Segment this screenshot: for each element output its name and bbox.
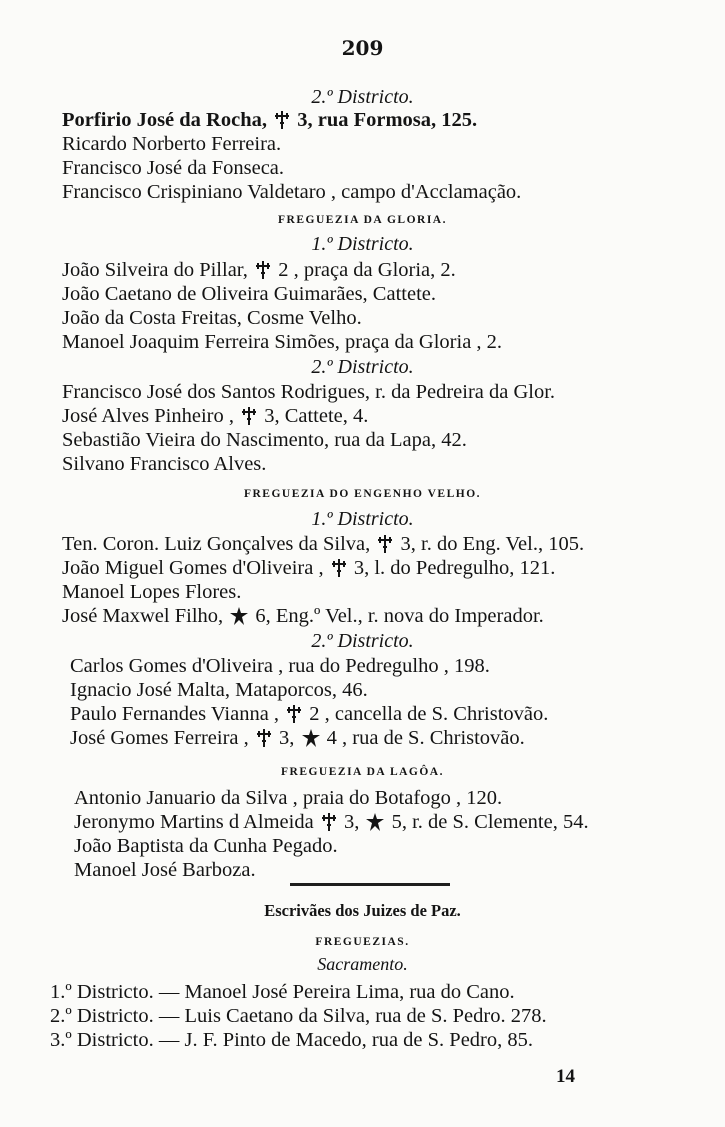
entry-line: José Alves Pinheiro , 3, Cattete, 4. [62,405,369,427]
entry-line: João Caetano de Oliveira Guimarães, Cattete. [62,283,436,305]
parish-heading: FREGUEZIA DA GLORIA. [278,214,447,226]
entry-line: Silvano Francisco Alves. [62,453,267,475]
entry-line: Paulo Fernandes Vianna , 2 , cancella de S. Christovão. [70,703,549,725]
district-heading: 1.º Districto. [311,508,414,530]
district-heading: 2.º Districto. [311,356,414,378]
entry-line: Porfirio José da Rocha, 3, rua Formosa, 125. [62,109,478,131]
entry-line: Ignacio José Malta, Mataporcos, 46. [70,679,368,701]
entry-line: João Baptista da Cunha Pegado. [74,835,338,857]
entry-line: João da Costa Freitas, Cosme Velho. [62,307,362,329]
page-number: 209 [341,36,384,60]
star-order-icon [302,729,320,747]
entry-line: João Miguel Gomes d'Oliveira , 3, l. do Pedregulho, 121. [62,557,556,579]
parish-heading: FREGUEZIAS. [315,936,410,948]
parish-heading: FREGUEZIA DO ENGENHO VELHO. [243,488,482,500]
order-of-christ-cross-icon [255,261,271,279]
district-heading: 2.º Districto. [311,86,414,108]
section-title: Escrivães dos Juizes de Paz. [264,901,461,920]
district-heading: 1.º Districto. [311,233,414,255]
parish-heading: FREGUEZIA DA LAGÔA. [280,766,444,778]
order-of-christ-cross-icon [377,535,393,553]
entry-line: 3.º Districto. — J. F. Pinto de Macedo, rua de S. Pedro, 85. [50,1029,534,1051]
section-divider [290,883,450,886]
entry-line: Carlos Gomes d'Oliveira , rua do Pedregulho , 198. [70,655,490,677]
entry-line: 2.º Districto. — Luis Caetano da Silva, rua de S. Pedro. 278. [50,1005,547,1027]
entry-line: Francisco José dos Santos Rodrigues, r. da Pedreira da Glor. [62,381,556,403]
entry-line: Manoel Lopes Flores. [62,581,242,603]
order-of-christ-cross-icon [321,813,337,831]
district-heading: 2.º Districto. [311,630,414,652]
entry-line: 1.º Districto. — Manoel José Pereira Lima, rua do Cano. [50,981,515,1003]
subsection-title: Sacramento. [317,954,408,974]
entry-line: Ten. Coron. Luiz Gonçalves da Silva, 3, r. do Eng. Vel., 105. [62,533,585,555]
entry-line: Manoel Joaquim Ferreira Simões, praça da Gloria , 2. [62,331,503,353]
entry-line: Ricardo Norberto Ferreira. [62,133,282,155]
order-of-christ-cross-icon [286,705,302,723]
order-of-christ-cross-icon [274,111,290,129]
star-order-icon [366,813,384,831]
entry-line: Sebastião Vieira do Nascimento, rua da Lapa, 42. [62,429,467,451]
order-of-christ-cross-icon [331,559,347,577]
entry-line: Manoel José Barboza. [74,859,256,881]
entry-line: José Maxwel Filho, 6, Eng.º Vel., r. nova do Imperador. [62,605,544,627]
entry-line: Jeronymo Martins d Almeida 3, 5, r. de S. Clemente, 54. [74,811,589,833]
order-of-christ-cross-icon [241,407,257,425]
entry-line: João Silveira do Pillar, 2 , praça da Gloria, 2. [62,259,456,281]
signature-mark: 14 [556,1066,575,1087]
star-order-icon [230,607,248,625]
order-of-christ-cross-icon [256,729,272,747]
entry-line: Antonio Januario da Silva , praia do Botafogo , 120. [74,787,503,809]
entry-line: José Gomes Ferreira , 3, 4 , rua de S. Christovão. [70,727,525,749]
entry-line: Francisco Crispiniano Valdetaro , campo d'Acclamação. [62,181,522,203]
entry-line: Francisco José da Fonseca. [62,157,285,179]
